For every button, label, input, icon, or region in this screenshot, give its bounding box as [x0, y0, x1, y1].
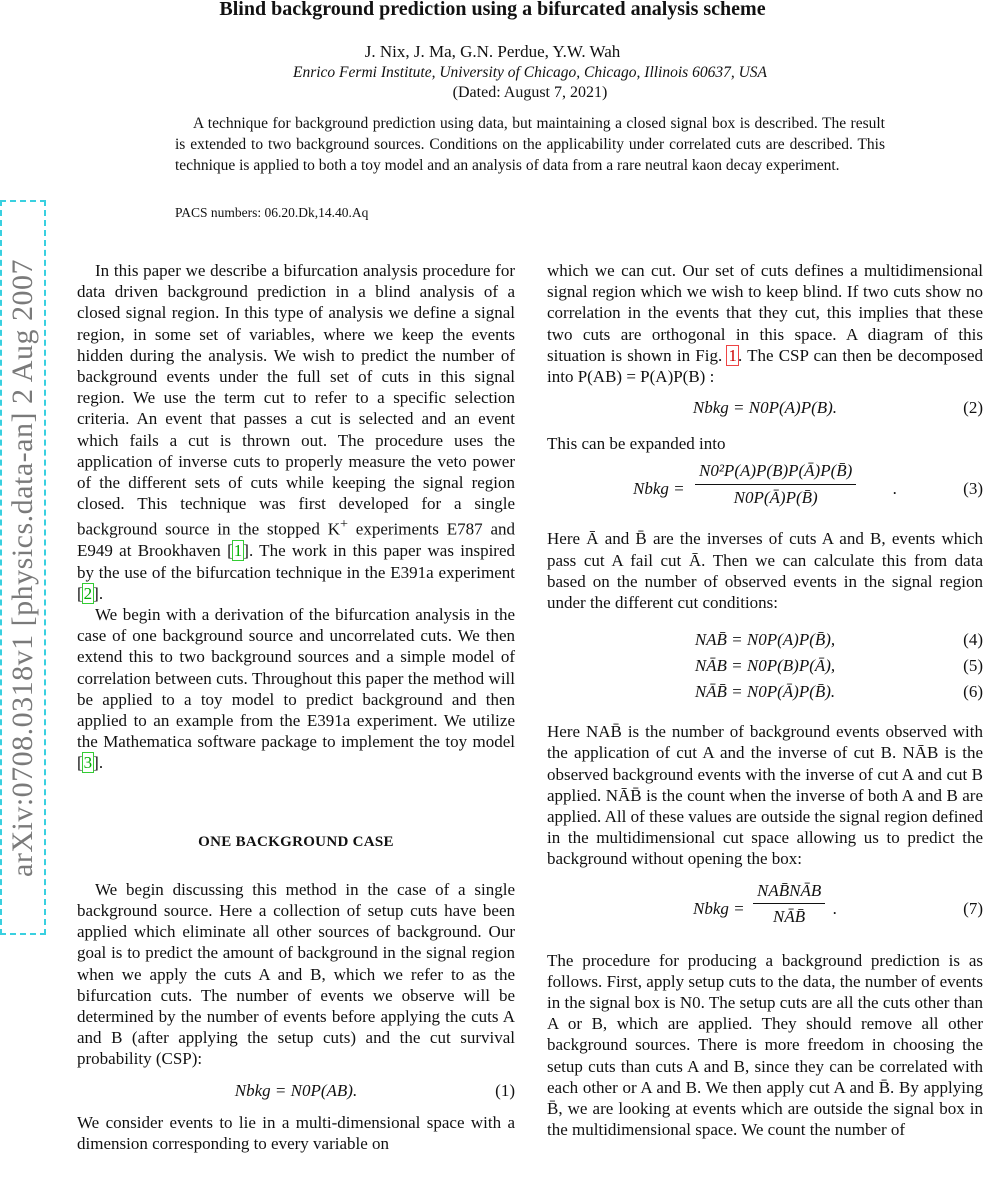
equation-2-number: (2)	[963, 398, 983, 418]
equation-3	[547, 454, 983, 528]
right-paragraph-1	[547, 260, 983, 387]
pacs-numbers: PACS numbers: 06.20.Dk,14.40.Aq	[175, 205, 369, 220]
equation-7-fraction	[753, 880, 825, 927]
abstract: A technique for background prediction using data, but maintaining a closed signal box is described. The result is extended to two background sources. Conditions on the applicability under correlated cuts are described. This technique is applied to both a toy model and an analysis of data from a rare neutral kaon decay experiment.	[175, 115, 885, 174]
dated-line: (Dated: August 7, 2021)	[452, 84, 608, 101]
equation-4-body: NAB̄ = N0P(A)P(B̄),	[694, 630, 836, 650]
equation-7	[547, 870, 983, 950]
citation-link-2[interactable]: 2	[83, 583, 93, 603]
equation-7-lhs: Nbkg =	[693, 898, 745, 918]
equation-7-number: (7)	[963, 898, 983, 918]
right-paragraph-2: This can be expanded into	[547, 434, 726, 454]
equation-2	[547, 387, 983, 433]
paper-title: Blind background prediction using a bifurcated analysis scheme	[219, 0, 766, 20]
closing-paragraph: We consider events to lie in a multi-dimensional space with a dimension corresponding to every variable on	[77, 1112, 515, 1153]
second-paragraph: We begin with a derivation of the bifurcation analysis in the case of one background source and uncorrelated cuts. We then extend this to two background sources and a simple model of correlation between cuts. Throughout this paper the method will be applied to a toy model to predict background and then applied to an example from the E391a experiment. We utilize the Mathematica software package to implement the toy model [3].	[77, 604, 515, 773]
second-text-b: .	[98, 753, 104, 773]
equation-1-number: (1)	[495, 1080, 515, 1100]
equation-1	[77, 1070, 515, 1112]
arxiv-stamp	[0, 200, 46, 935]
equation-6-number: (6)	[963, 682, 983, 702]
citation-link-3[interactable]: 3	[83, 753, 93, 773]
second-text-a: We begin with a derivation of the bifurcation analysis in the case of one background source and uncorrelated cuts. We then extend this to two background sources and a simple model of correlation between cuts. Throughout this paper the method will be applied to a toy model to predict background and then applied to an example from the E391a experiment. We utilize the Mathematica software package to implement the toy model	[77, 604, 515, 752]
figure-link-1[interactable]: 1	[728, 345, 737, 365]
equation-4	[547, 627, 983, 653]
equation-3-fraction	[695, 460, 856, 507]
affiliation: Enrico Fermi Institute, University of Chicago, Chicago, Illinois 60637, USA	[293, 64, 767, 81]
right-paragraph-4: Here NAB̄ is the number of background events observed with the application of cut A and the inverse of cut B. NĀB is the observed background events with the inverse of cut A and cut B applied. NĀB̄ is the count when the inverse of both A and B are applied. All of these values are outside the signal region defined in the multidimensional cut space allowing us to predict the background without opening the box:	[547, 722, 983, 869]
intro-text-a: In this paper we describe a bifurcation analysis procedure for data driven background prediction in a blind analysis of a closed signal region. In this type of analysis we define a signal region, in some set of variables, where we keep the events hidden during the analysis. We wish to predict the number of background events under the full set of cuts in this signal region. We use the term cut to refer to a specific selection criteria. An event that passes a cut is selected and an event which fails a cut is thrown out. The procedure uses the application of inverse cuts to properly measure the veto power of the different sets of cuts while keeping the signal region closed. This technique was first developed for a single background source in the stopped K	[77, 261, 515, 540]
equation-3-lhs: Nbkg =	[633, 479, 685, 499]
equation-3-denominator: N0P(Ā)P(B̄)	[733, 487, 818, 507]
equation-5-body: NĀB = N0P(B)P(Ā),	[694, 656, 836, 676]
right-paragraph-3: Here Ā and B̄ are the inverses of cuts A and B, events which pass cut A fail cut Ā. Then we can calculate this from data based on the number of observed events in the signal region under the different cut conditions:	[547, 529, 983, 613]
superscript-plus: +	[339, 516, 348, 533]
equation-7-tail: .	[833, 898, 838, 918]
equation-3-number: (3)	[963, 479, 983, 499]
intro-paragraph: In this paper we describe a bifurcation analysis procedure for data driven background prediction in a blind analysis of a closed signal region. In this type of analysis we define a signal region, in some set of variables, where we keep the events hidden during the analysis. We wish to predict the number of background events under the full set of cuts in this signal region. We use the term cut to refer to a specific selection criteria. An event that passes a cut is selected and an event which fails a cut is thrown out. The procedure uses the application of inverse cuts to properly measure the veto power of the different sets of cuts while keeping the signal region closed. This technique was first developed for a single background source in the stopped K+ experiments E787 and E949 at Brookhaven [1]. The work in this paper was inspired by the use of the bifurcation technique in the E391a experiment [2].	[77, 261, 516, 603]
right-column	[547, 260, 983, 1140]
right-paragraph-5: The procedure for producing a background prediction is as follows. First, apply setup cuts to the data, the number of events in the signal box is N0. The setup cuts are all the cuts other than A or B, which are applied. They should remove all other background sources. There is more freedom in choosing the setup cuts than cuts A and B, since they can be correlated with each other or A and B. We then apply cut A and B̄. By applying B̄, we are looking at events which are outside the signal box in the multidimensional space. We count the number of	[547, 950, 983, 1140]
citation-link-1[interactable]: 1	[233, 541, 243, 561]
equation-6	[547, 679, 983, 705]
right-text-a: which we can cut. Our set of cuts defines a multidimensional signal region which we wish to keep blind. If two cuts show no correlation in the events that they cut, this implies that these two cuts are orthogonal in this space. A diagram of this situation is shown in Fig.	[547, 261, 983, 365]
equation-1-body: Nbkg = N0P(AB).	[234, 1080, 358, 1100]
equation-5	[547, 653, 983, 679]
equation-2-body: Nbkg = N0P(A)P(B).	[692, 398, 838, 418]
equation-5-number: (5)	[963, 656, 983, 676]
section-heading: ONE BACKGROUND CASE	[198, 833, 394, 850]
equation-7-numerator: NAB̄NĀB	[753, 880, 825, 904]
intro-text-c: . The work in this paper was inspired by the use of the bifurcation technique in the E391a experiment	[77, 541, 515, 582]
equation-3-tail: .	[893, 479, 898, 499]
author-list: J. Nix, J. Ma, G.N. Perdue, Y.W. Wah	[364, 42, 621, 61]
equation-7-denominator: NĀB̄	[773, 906, 806, 926]
equation-3-numerator: N0²P(A)P(B)P(Ā)P(B̄)	[695, 460, 856, 484]
right-text-b: . The CSP can then be decomposed into P(AB) = P(A)P(B) :	[547, 345, 984, 387]
equation-6-body: NĀB̄ = N0P(Ā)P(B̄).	[694, 682, 836, 702]
equation-4-number: (4)	[963, 630, 983, 650]
section-paragraph: We begin discussing this method in the case of a single background source. Here a collection of setup cuts have been applied which eliminate all other sources of background. Our goal is to predict the amount of background in the signal region when we apply the cuts A and B, which we refer to as the bifurcation cuts. The number of events we observe will be determined by the number of events before applying the cuts A and B (after applying the setup cuts) and the cut survival probability (CSP):	[77, 879, 515, 1069]
intro-text-d: .	[98, 583, 104, 603]
left-column	[77, 260, 515, 1154]
arxiv-stamp-text: arXiv:0708.0318v1 [physics.data-an] 2 Aug 2007	[6, 258, 39, 877]
intro-text-b: experiments E787 and E949 at Brookhaven	[77, 520, 516, 561]
